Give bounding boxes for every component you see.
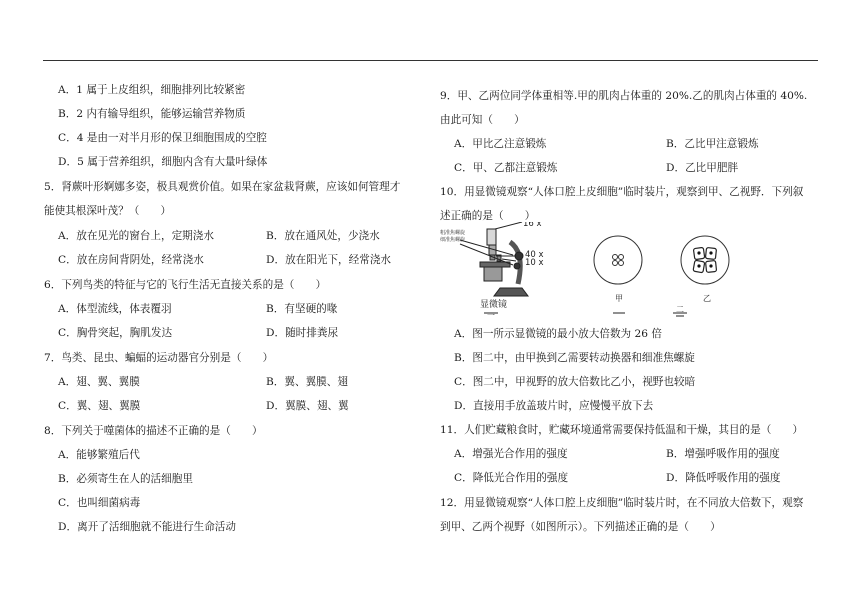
field-yi [681,236,729,284]
q10-option-d: D．直接用手放盖玻片时，应慢慢平放下去 [454,400,654,412]
q9-option-a: A．甲比乙注意锻炼 [454,138,547,150]
q11-option-b: B．增强呼吸作用的强度 [666,448,780,460]
q6-option-a: A．体型流线，体表覆羽 [58,303,172,315]
q9-option-c: C．甲、乙都注意锻炼 [454,162,558,174]
q8-stem: 8．下列关于噬菌体的描述不正确的是（ ） [44,425,263,437]
microscope-figure-svg [440,222,740,318]
q10-stem-2: 述正确的是（ ） [440,210,536,222]
q9-option-b: B．乙比甲注意锻炼 [666,138,759,150]
q8-option-d: D．离开了活细胞就不能进行生命活动 [58,521,236,533]
q5-option-d: D．放在阳光下，经常浇水 [266,254,392,266]
q4-option-b: B．2 内有输导组织，能够运输营养物质 [58,108,246,120]
microscope-caption: 显微镜 [480,300,508,310]
q8-option-a: A．能够繁殖后代 [58,449,140,461]
q7-option-b: B．翼、翼膜、翅 [266,376,348,388]
figure-one-caption: 一 [487,311,495,318]
q5-stem-1: 5．肾蕨叶形婀娜多姿，极具观赏价值。如果在家盆栽肾蕨，应该如何管理才 [44,181,401,193]
q10-option-a: A．图一所示显微镜的最小放大倍数为 26 倍 [454,328,662,340]
q4-option-d: D．5 属于营养组织，细胞内含有大量叶绿体 [58,156,268,168]
mag-label-eyepiece: 16 x [523,222,542,229]
q10-stem-1: 10．用显微镜观察“人体口腔上皮细胞”临时装片，观察到甲、乙视野．下列叙 [440,186,804,198]
q5-stem-2: 能使其根深叶茂？（ ） [44,205,172,217]
mag-label-high: 40 x [525,250,544,260]
q5-option-c: C．放在房间背阴处，经常浇水 [58,254,204,266]
q8-option-c: C．也叫细菌病毒 [58,497,141,509]
field-jia-label: 甲 [615,294,623,303]
q9-stem-2: 由此可知（ ） [440,114,525,126]
q12-stem-1: 12．用显微镜观察“人体口腔上皮细胞”临时装片时，在不同放大倍数下，观察 [440,497,804,509]
field-jia [594,236,642,284]
q12-stem-2: 到甲、乙两个视野（如图所示）。下列描述正确的是（ ） [440,521,721,533]
q4-option-c: C．4 是由一对半月形的保卫细胞围成的空腔 [58,132,267,144]
q11-stem: 11．人们贮藏粮食时，贮藏环境通常需要保持低温和干燥，其目的是（ ） [440,424,804,436]
header-rule [43,60,818,61]
q9-option-d: D．乙比甲肥胖 [666,162,739,174]
q11-option-a: A．增强光合作用的强度 [454,448,568,460]
q7-option-a: A．翅、翼、翼膜 [58,376,140,388]
field-yi-label: 乙 [703,294,711,303]
q6-option-d: D．随时排粪尿 [266,327,339,339]
q7-stem: 7．鸟类、昆虫、蝙蝠的运动器官分别是（ ） [44,352,274,364]
coarse-knob-label: 粗准焦螺旋 [440,230,466,236]
q10-option-c: C．图二中，甲视野的放大倍数比乙小，视野也较暗 [454,376,696,388]
q4-option-a: A．1 属于上皮组织，细胞排列比较紧密 [58,84,246,96]
q8-option-b: B．必须寄生在人的活细胞里 [58,473,193,485]
q6-stem: 6．下列鸟类的特征与它的飞行生活无直接关系的是（ ） [44,279,327,291]
fine-knob-label: 细准焦螺旋 [440,237,466,243]
q11-option-c: C．降低光合作用的强度 [454,472,569,484]
microscope-figure [440,222,740,318]
q9-stem-1: 9．甲、乙两位同学体重相等.甲的肌肉占体重的 20%.乙的肌肉占体重的 40%. [440,90,808,102]
q7-option-c: C．翼、翅、翼膜 [58,400,141,412]
q5-option-b: B．放在通风处，少浇水 [266,230,380,242]
q11-option-d: D．降低呼吸作用的强度 [666,472,781,484]
q6-option-b: B．有坚硬的喙 [266,303,338,315]
q10-option-b: B．图二中，由甲换到乙需要转动换器和细准焦螺旋 [454,352,695,364]
q6-option-c: C．胸骨突起，胸肌发达 [58,327,173,339]
q7-option-d: D．翼膜、翅、翼 [266,400,349,412]
figure-two-caption: 二 [676,305,684,314]
mag-label-low: 10 x [525,258,544,268]
q5-option-a: A．放在见光的窗台上，定期浇水 [58,230,214,242]
